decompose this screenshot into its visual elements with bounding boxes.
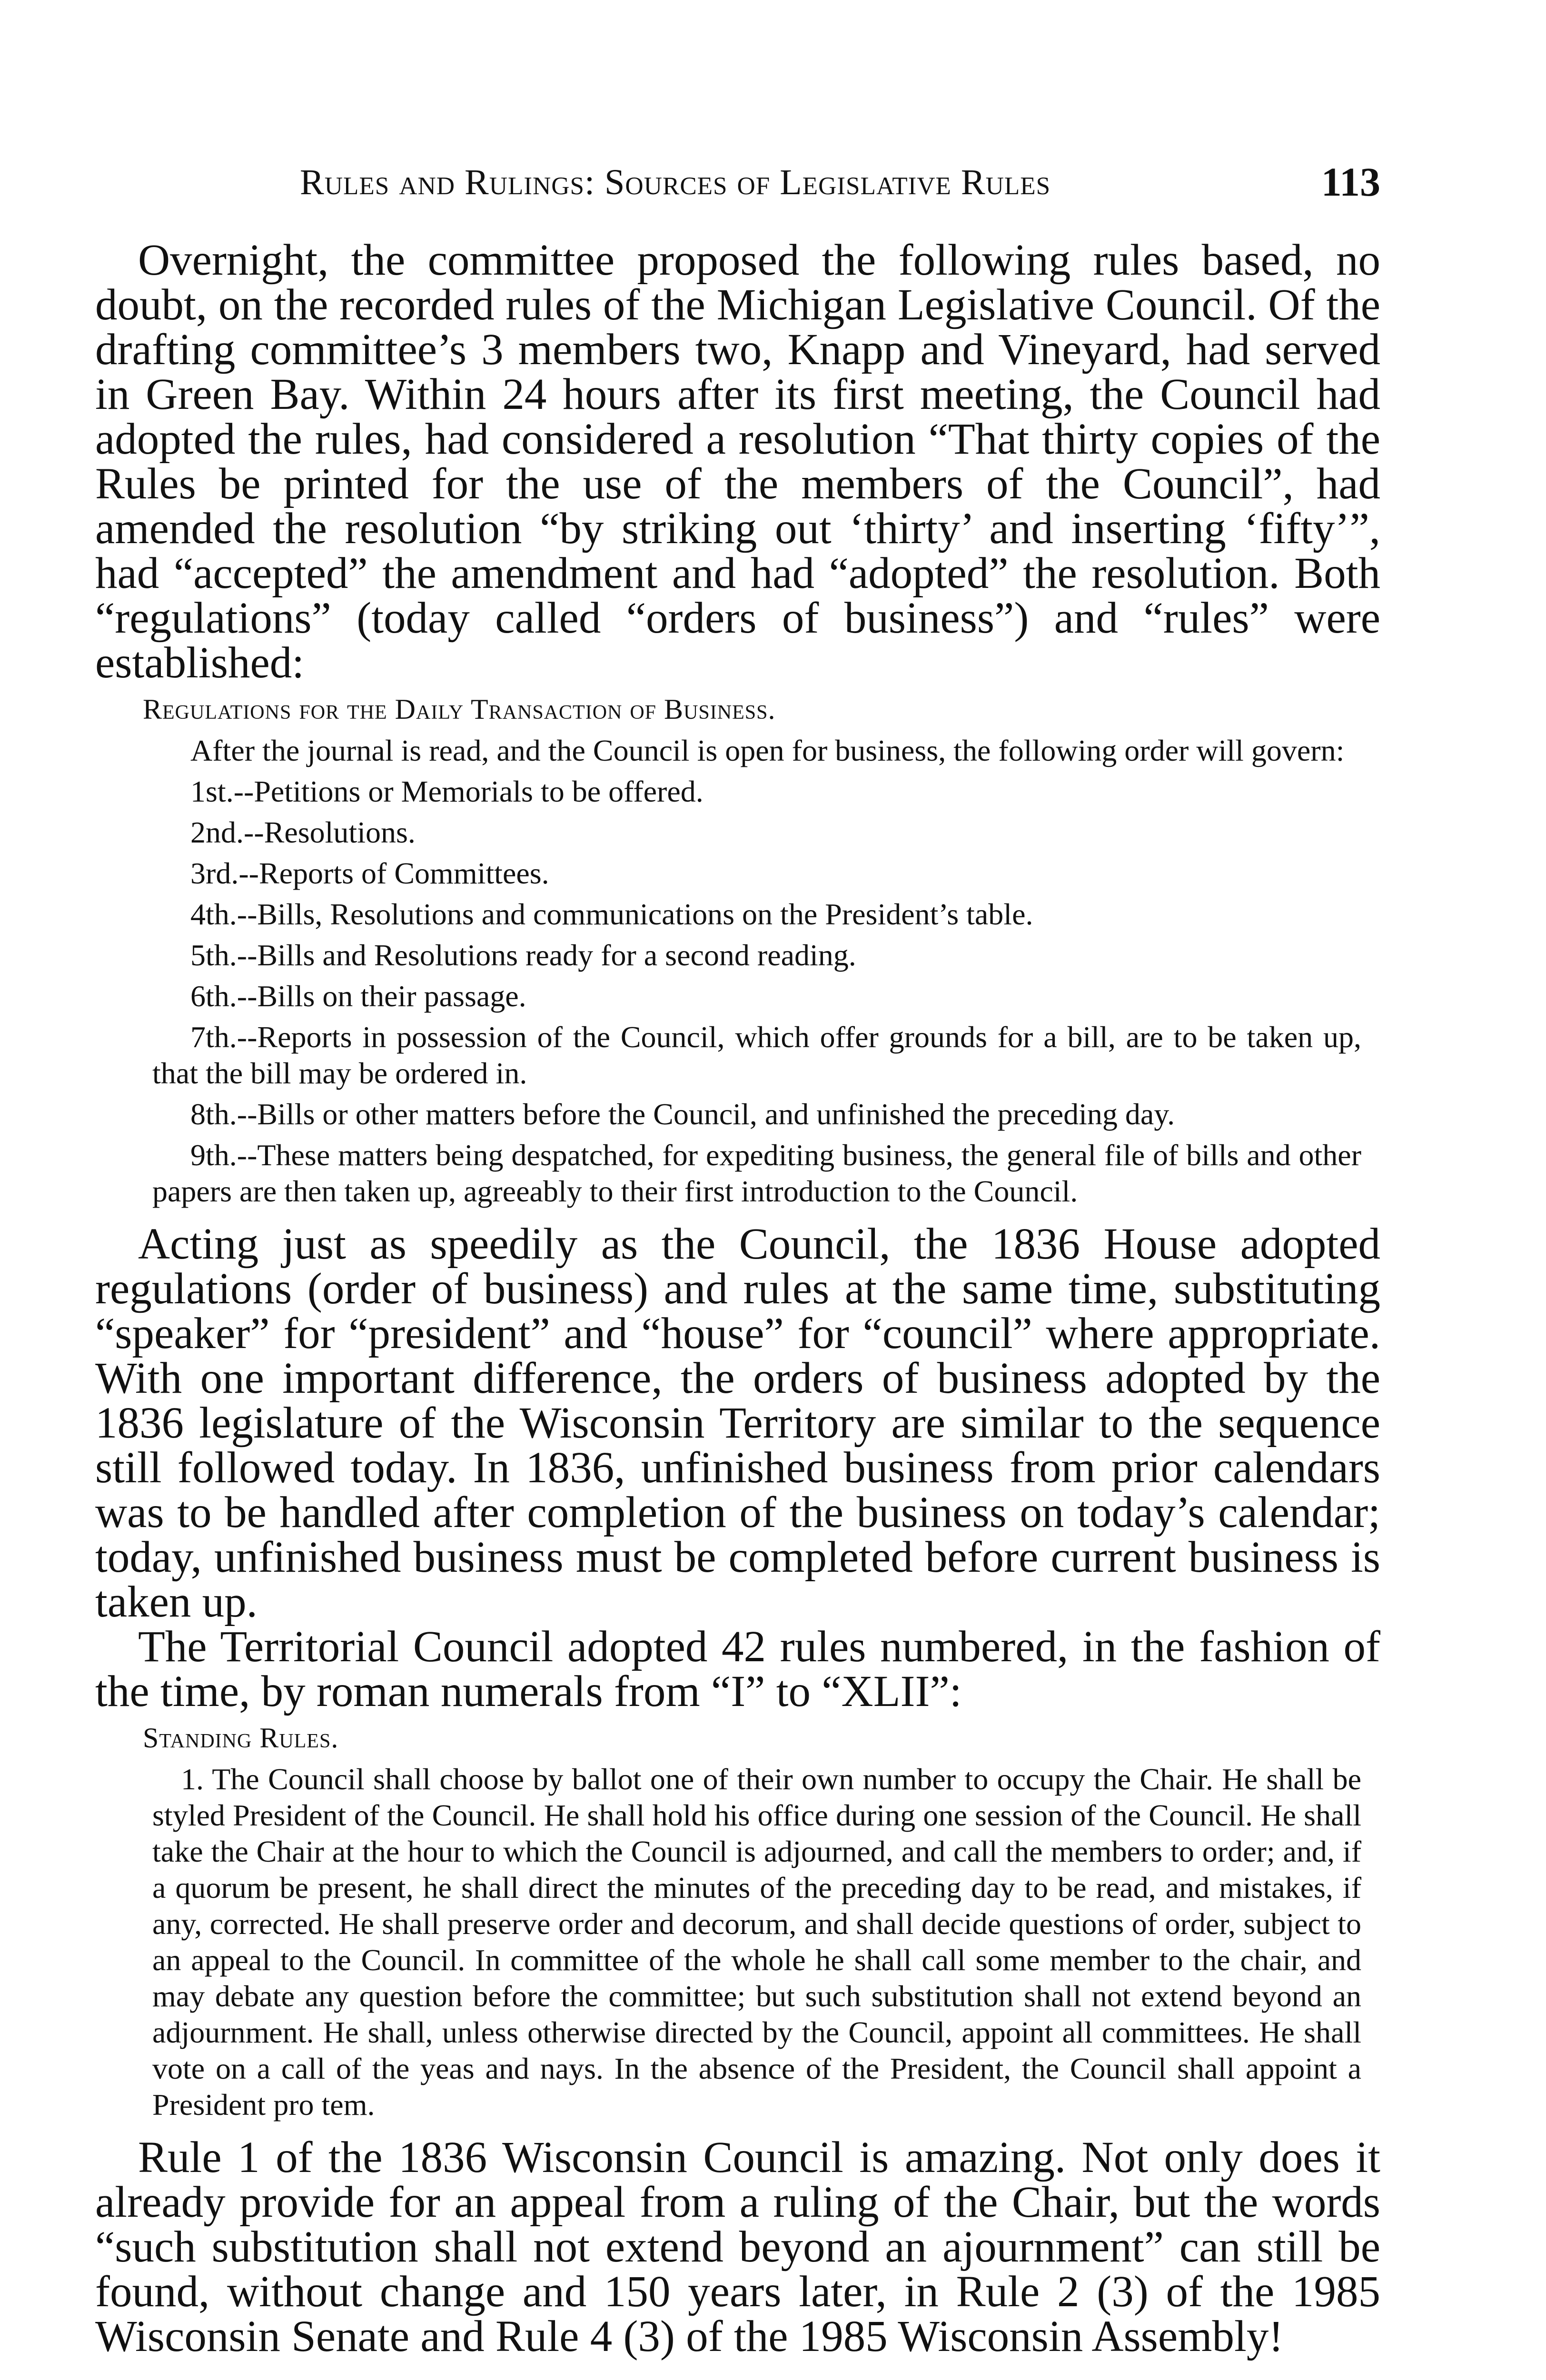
- standing-rules-heading: Standing Rules.: [143, 1722, 339, 1754]
- regulation-item: 9th.--These matters being despatched, for expediting business, the general file of bills and other papers are then taken up, agreeably to their first introduction to the Council.: [152, 1138, 1361, 1208]
- standing-rule-1: 1. The Council shall choose by ballot one of their own number to occupy the Chair. He shall be styled President of the Council. He shall hold his office during one session of the Council. He shall take the Chair at the hour to which the Council is adjourned, and call the members to order; and, if a quorum be present, he shall direct the minutes of the preceding day to be read, and mistakes, if any, corrected. He shall preserve order and decorum, and shall decide questions of order, subject to an appeal to the Council. In committee of the whole he shall call some member to the chair, and may debate any question before the committee; but such substitution shall not extend beyond an adjournment. He shall, unless otherwise directed by the Council, appoint all committees. He shall vote on a call of the yeas and nays. In the absence of the President, the Council shall appoint a President pro tem.: [152, 1762, 1361, 2122]
- regulation-item: 6th.--Bills on their passage.: [190, 979, 526, 1013]
- regulation-item: 5th.--Bills and Resolutions ready for a second reading.: [190, 938, 856, 972]
- regulation-item: 2nd.--Resolutions.: [190, 815, 416, 849]
- regulation-item: 4th.--Bills, Resolutions and communications on the President’s table.: [190, 897, 1033, 931]
- regulation-item: 7th.--Reports in possession of the Council, which offer grounds for a bill, are to be taken up, that the bill may be ordered in.: [152, 1020, 1361, 1090]
- paragraph-3: The Territorial Council adopted 42 rules numbered, in the fashion of the time, by roman numerals from “I” to “XLII”:: [95, 1622, 1380, 1716]
- regulations-intro: After the journal is read, and the Council is open for business, the following order will govern:: [190, 734, 1345, 767]
- regulation-item: 3rd.--Reports of Committees.: [190, 856, 549, 890]
- document-page: [95, 159, 1380, 2361]
- standing-rules-extract: [95, 1722, 1380, 2123]
- running-head: [95, 159, 1380, 214]
- regulations-heading: Regulations for the Daily Transaction of Business.: [143, 694, 776, 725]
- regulations-extract: [95, 693, 1380, 1210]
- regulation-item: 8th.--Bills or other matters before the Council, and unfinished the preceding day.: [190, 1097, 1175, 1131]
- page-number: 113: [1321, 159, 1380, 205]
- paragraph-2: Acting just as speedily as the Council, the 1836 House adopted regulations (order of business) and rules at the same time, substituting “speaker” for “president” and “house” for “council” where appropriate. With one important difference, the orders of business adopted by the 1836 legislature of the Wisconsin Territory are similar to the sequence still followed today. In 1836, unfinished business from prior calendars was to be handled after completion of the business on today’s calendar; today, unfinished business must be completed before current business is taken up.: [95, 1220, 1380, 1626]
- regulation-item: 1st.--Petitions or Memorials to be offered.: [190, 774, 704, 808]
- paragraph-1: Overnight, the committee proposed the following rules based, no doubt, on the recorded rules of the Michigan Legislative Council. Of the drafting committee’s 3 members two, Knapp and Vineyard, had served in Green Bay. Within 24 hours after its first meeting, the Council had adopted the rules, had considered a resolution “That thirty copies of the Rules be printed for the use of the members of the Council”, had amended the resolution “by striking out ‘thirty’ and inserting ‘fifty’”, had “accepted” the amendment and had “adopted” the resolution. Both “regulations” (today called “orders of business”) and “rules” were established:: [95, 236, 1380, 687]
- paragraph-4: Rule 1 of the 1836 Wisconsin Council is amazing. Not only does it already provide for an appeal from a ruling of the Chair, but the words “such substitution shall not extend beyond an ajournment” can still be found, without change and 150 years later, in Rule 2 (3) of the 1985 Wisconsin Senate and Rule 4 (3) of the 1985 Wisconsin Assembly!: [95, 2133, 1380, 2361]
- running-title: Rules and Rulings: Sources of Legislative Rules: [300, 162, 1051, 202]
